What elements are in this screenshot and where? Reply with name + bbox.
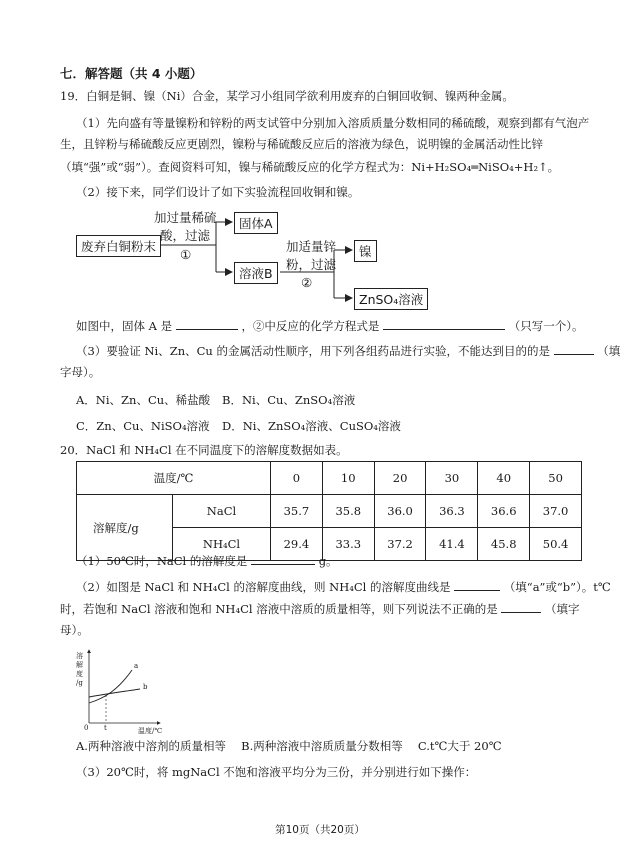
table-temp-cell: 10 xyxy=(322,462,374,495)
section-title: 七．解答题（共 4 小题） xyxy=(60,66,203,81)
page-footer: 第10页（共20页） xyxy=(275,824,365,836)
graph-curve-a xyxy=(89,670,132,703)
table-row-name: NaCl xyxy=(173,495,271,528)
table-temp-cell: 20 xyxy=(374,462,426,495)
q20-p2-line3: 母）。 xyxy=(60,623,89,637)
flow-solid-a-box: 固体A xyxy=(234,212,278,234)
table-cell: 29.4 xyxy=(271,528,323,561)
table-cell: 35.8 xyxy=(322,495,374,528)
q19-option-b: B．Ni、Cu、ZnSO₄溶液 xyxy=(222,393,356,407)
q19-p1-line3: （填“强”或“弱”）。查阅资料可知，镍与稀硫酸反应的化学方程式为：Ni+H₂SO₄═NiSO₄+H₂↑。 xyxy=(60,160,560,174)
q20-stem: 20．NaCl 和 NH₄Cl 在不同温度下的溶解度数据如表。 xyxy=(60,443,348,457)
q19-p3-line1: （3）要验证 Ni、Zn、Cu 的金属活动性顺序，用下列各组药品进行实验，不能达到目的的是 （填 xyxy=(76,344,621,358)
q20-p2-line2: 时，若饱和 NaCl 溶液和饱和 NH₄Cl 溶液中溶质的质量相等，则下列说法不正确的是 （填字 xyxy=(60,602,580,616)
graph-xlabel: 温度/℃ xyxy=(138,727,163,735)
graph-curve-b xyxy=(89,689,140,697)
graph-t-tick: t xyxy=(104,724,107,732)
q19-option-d: D．Ni、ZnSO₄溶液、CuSO₄溶液 xyxy=(222,419,401,433)
q19-figure-question: 如图中，固体 A 是 ，②中反应的化学方程式是 （只写一个）。 xyxy=(76,319,584,333)
flow-nickel-box: 镍 xyxy=(354,240,377,262)
table-cell: 37.2 xyxy=(374,528,426,561)
flow-step2-label2: 粉，过滤 xyxy=(286,257,337,272)
table-temp-cell: 30 xyxy=(426,462,478,495)
q19-p1-line2: 生，且锌粉与稀硫酸反应更剧烈，镍粉与稀硫酸反应后的溶液为绿色，说明镍的金属活动性比锌 xyxy=(60,137,543,151)
q20-p3: （3）20℃时，将 mgNaCl 不饱和溶液平均分为三份，并分别进行如下操作： xyxy=(76,765,477,779)
graph-origin: 0 xyxy=(84,724,89,732)
q19-p3-line2: 字母）。 xyxy=(60,365,101,379)
flow-step1-number: ① xyxy=(180,247,192,262)
graph-label-a: a xyxy=(134,662,139,670)
graph-label-b: b xyxy=(143,683,148,691)
flow-step2-label1: 加适量锌 xyxy=(286,239,337,254)
table-cell: 36.3 xyxy=(426,495,478,528)
table-cell: 36.0 xyxy=(374,495,426,528)
flow-solution-b-box: 溶液B xyxy=(234,262,278,284)
table-header-temp: 温度/℃ xyxy=(77,462,271,495)
q20-p1: （1）50℃时，NaCl 的溶解度是 g。 xyxy=(76,554,338,568)
table-cell: 41.4 xyxy=(426,528,478,561)
q20-options: A.两种溶液中溶剂的质量相等 B.两种溶液中溶质质量分数相等 C.t℃大于 20℃ xyxy=(76,739,502,753)
table-temp-cell: 0 xyxy=(271,462,323,495)
table-cell: 50.4 xyxy=(530,528,582,561)
flow-znso4-box: ZnSO₄溶液 xyxy=(354,288,428,310)
flow-step1-label2: 酸，过滤 xyxy=(160,228,211,243)
table-temp-cell: 50 xyxy=(530,462,582,495)
q19-stem: 19．白铜是铜、镍（Ni）合金，某学习小组同学欲利用废弃的白铜回收铜、镍两种金属。 xyxy=(60,89,514,103)
flow-start-box: 废弃白铜粉末 xyxy=(76,235,161,257)
table-temp-cell: 40 xyxy=(478,462,530,495)
flow-step1-label1: 加过量稀硫 xyxy=(154,210,217,225)
flow-step2-number: ② xyxy=(301,275,313,290)
q19-p2: （2）接下来，同学们设计了如下实验流程回收铜和镍。 xyxy=(76,185,360,199)
q19-p1-line1: （1）先向盛有等量镍粉和锌粉的两支试管中分别加入溶质质量分数相同的稀硫酸，观察到都有气泡产 xyxy=(76,116,590,130)
graph-ylabel: 溶 解 度 /g xyxy=(76,652,83,687)
q19-option-c: C．Zn、Cu、NiSO₄溶液 xyxy=(76,419,210,433)
table-row-name: NH₄Cl xyxy=(173,528,271,561)
table-cell: 37.0 xyxy=(530,495,582,528)
q20-p2-line1: （2）如图是 NaCl 和 NH₄Cl 的溶解度曲线，则 NH₄Cl 的溶解度曲线是 （填“a”或“b”）。t℃ xyxy=(76,580,611,594)
table-cell: 35.7 xyxy=(271,495,323,528)
table-cell: 36.6 xyxy=(478,495,530,528)
table-cell: 33.3 xyxy=(322,528,374,561)
table-solubility-label: 溶解度/g xyxy=(77,495,173,561)
table-cell: 45.8 xyxy=(478,528,530,561)
q19-option-a: A．Ni、Zn、Cu、稀盐酸 xyxy=(76,393,211,407)
